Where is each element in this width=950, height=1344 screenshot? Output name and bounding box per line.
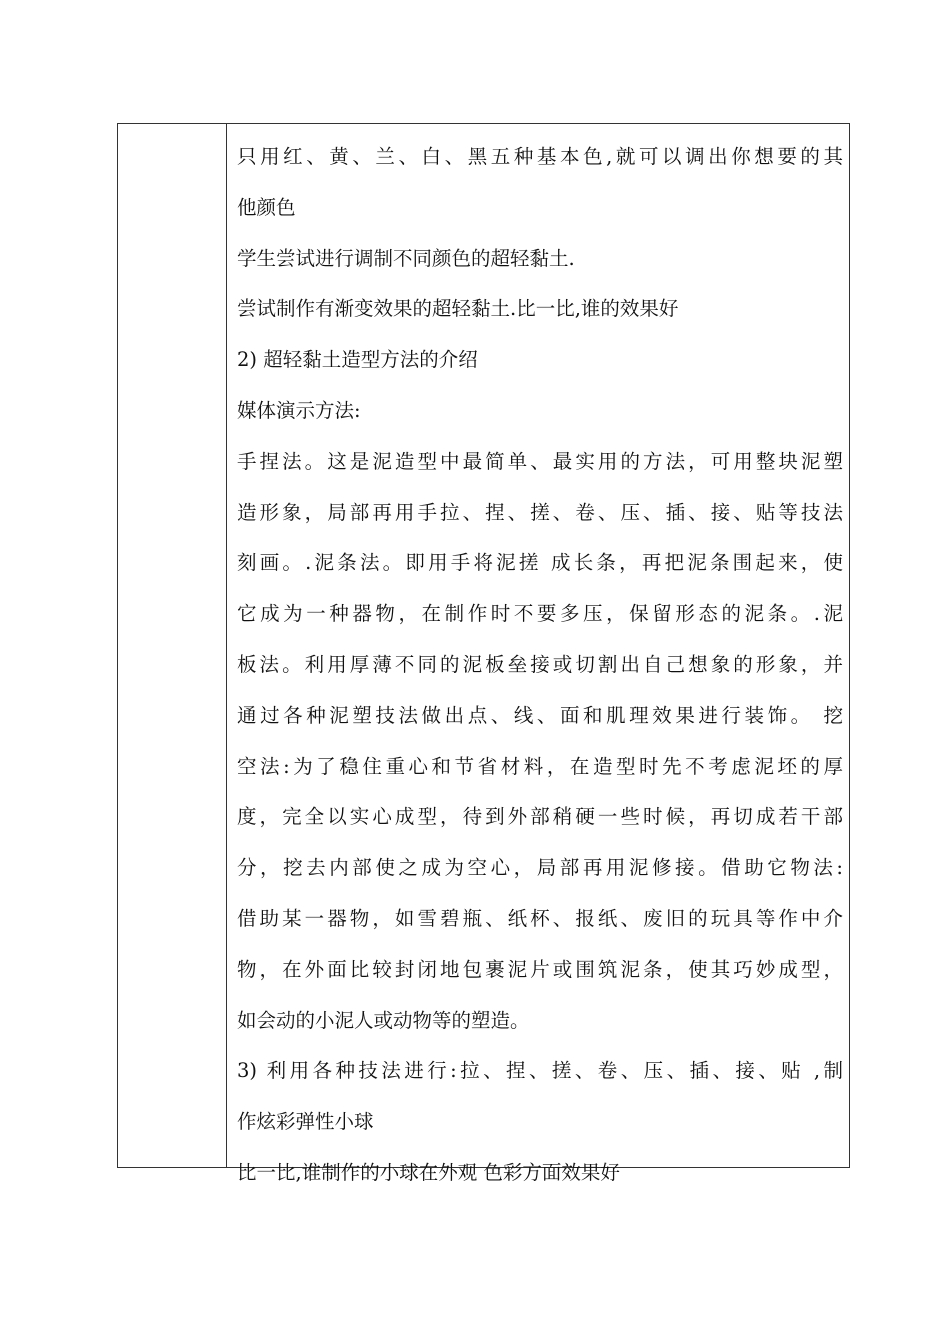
text-line: 板法。利用厚薄不同的泥板垒接或切割出自己想象的形象，并	[237, 652, 843, 676]
section-heading: 2) 超轻黏土造型方法的介绍	[237, 348, 478, 372]
text-line: 他颜色	[237, 195, 296, 219]
text-line: 空法:为了稳住重心和节省材料，在造型时先不考虑泥坯的厚	[237, 754, 843, 778]
text-line: 作炫彩弹性小球	[237, 1110, 374, 1134]
table-left-cell	[118, 124, 227, 1167]
text-line: 通过各种泥塑技法做出点、线、面和肌理效果进行装饰。 挖	[237, 703, 843, 727]
text-line: 物，在外面比较封闭地包裹泥片或围筑泥条，使其巧妙成型，	[237, 957, 843, 981]
text-line: 分，挖去内部使之成为空心，局部再用泥修接。借助它物法:	[237, 856, 843, 880]
text-line: 媒体演示方法:	[237, 398, 361, 422]
text-line: 比一比,谁制作的小球在外观 色彩方面效果好	[237, 1160, 620, 1184]
text-line: 刻画。.泥条法。即用手将泥搓 成长条，再把泥条围起来，使	[237, 551, 843, 575]
text-line: 度，完全以实心成型，待到外部稍硬一些时候，再切成若干部	[237, 805, 843, 829]
text-line: 借助某一器物，如雪碧瓶、纸杯、报纸、废旧的玩具等作中介	[237, 906, 843, 930]
section-heading: 3) 利用各种技法进行:拉、捏、搓、卷、压、插、接、贴 ,制	[237, 1059, 843, 1083]
text-line: 如会动的小泥人或动物等的塑造。	[237, 1008, 530, 1032]
text-line: 学生尝试进行调制不同颜色的超轻黏土.	[237, 246, 575, 270]
text-line: 它成为一种器物，在制作时不要多压，保留形态的泥条。.泥	[237, 602, 843, 626]
lesson-table	[117, 123, 850, 1184]
text-line: 手捏法。这是泥造型中最简单、最实用的方法，可用整块泥塑	[237, 449, 843, 473]
text-line: 造形象，局部再用手拉、捏、搓、卷、压、插、接、贴等技法	[237, 500, 843, 524]
text-line: 尝试制作有渐变效果的超轻黏土.比一比,谁的效果好	[237, 297, 679, 321]
table-content-cell	[227, 124, 849, 1184]
text-line: 只用红、黄、兰、白、黑五种基本色,就可以调出你想要的其	[237, 145, 843, 168]
